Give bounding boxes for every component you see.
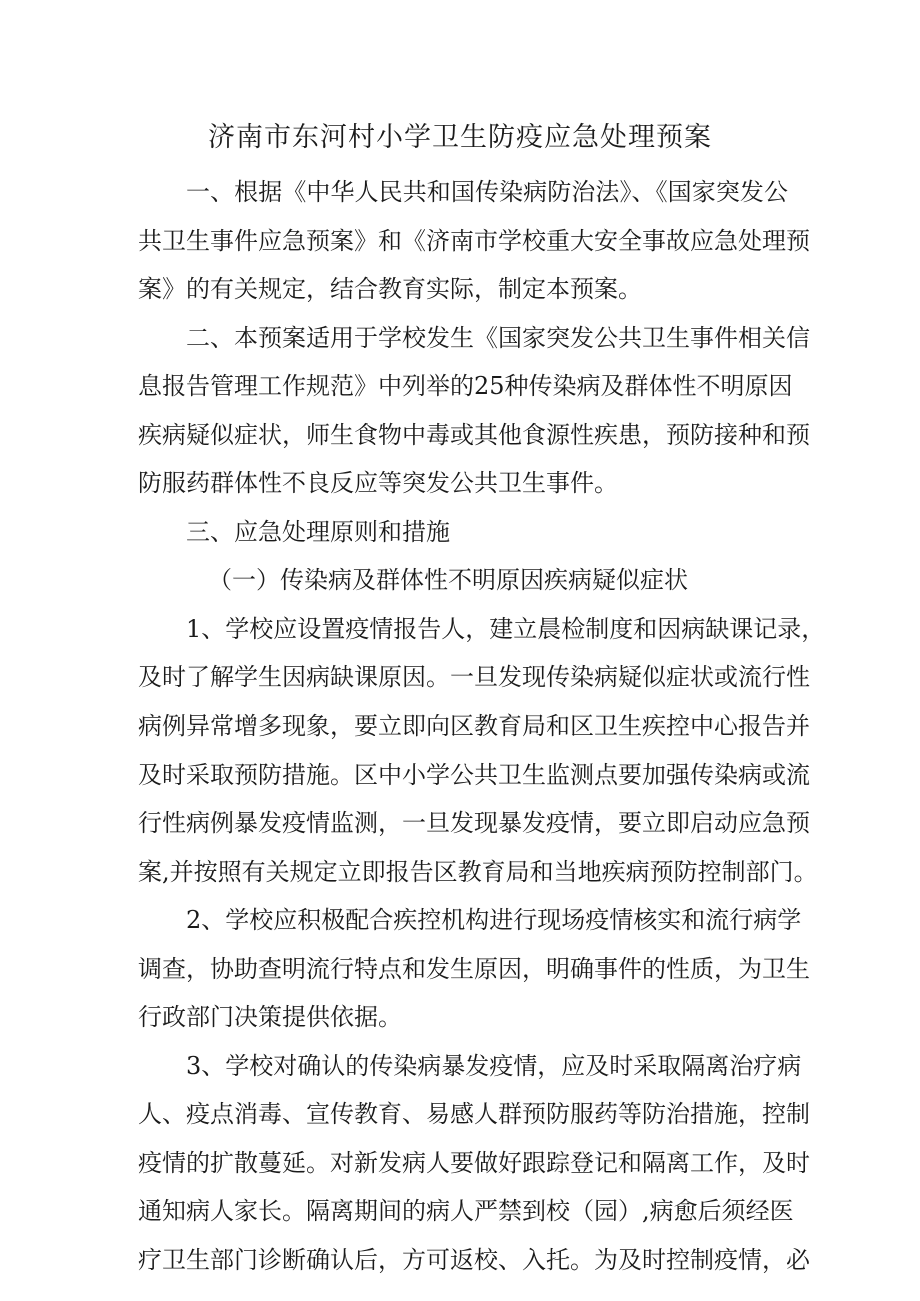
- item-1-line-1: 1、学校应设置疫情报告人，建立晨检制度和因病缺课记录，: [186, 615, 826, 643]
- item-2-line-1: 2、学校应积极配合疾控机构进行现场疫情核实和流行病学: [186, 906, 802, 934]
- item-3-line-2: 人、疫点消毒、宣传教育、易感人群预防服药等防治措施，控制: [138, 1100, 810, 1128]
- item-1-line-6: 案,并按照有关规定立即报告区教育局和当地疾病预防控制部门。: [138, 858, 818, 886]
- item-3-line-3: 疫情的扩散蔓延。对新发病人要做好跟踪登记和隔离工作，及时: [138, 1149, 810, 1177]
- item-1-line-5: 行性病例暴发疫情监测，一旦发现暴发疫情，要立即启动应急预: [138, 809, 810, 837]
- item-1-line-4: 及时采取预防措施。区中小学公共卫生监测点要加强传染病或流: [138, 761, 810, 789]
- paragraph-2-line-2: 息报告管理工作规范》中列举的25种传染病及群体性不明原因: [138, 372, 793, 400]
- item-3-line-4: 通知病人家长。隔离期间的病人严禁到校（园）,病愈后须经医: [138, 1197, 794, 1225]
- document-title: 济南市东河村小学卫生防疫应急处理预案: [208, 122, 712, 153]
- paragraph-1-line-2: 共卫生事件应急预案》和《济南市学校重大安全事故应急处理预: [138, 227, 810, 255]
- paragraph-2-line-3: 疾病疑似症状，师生食物中毒或其他食源性疾患，预防接种和预: [138, 421, 810, 449]
- item-1-line-2: 及时了解学生因病缺课原因。一旦发现传染病疑似症状或流行性: [138, 663, 810, 691]
- item-3-line-1: 3、学校对确认的传染病暴发疫情，应及时采取隔离治疗病: [186, 1052, 802, 1080]
- item-2-line-3: 行政部门决策提供依据。: [138, 1003, 402, 1031]
- section-heading-3: 三、应急处理原则和措施: [186, 518, 450, 546]
- paragraph-2-line-1: 二、本预案适用于学校发生《国家突发公共卫生事件相关信: [186, 324, 810, 352]
- item-2-line-2: 调查，协助查明流行特点和发生原因，明确事件的性质，为卫生: [138, 955, 810, 983]
- paragraph-1-line-3: 案》的有关规定，结合教育实际，制定本预案。: [138, 275, 642, 303]
- item-1-line-3: 病例异常增多现象，要立即向区教育局和区卫生疾控中心报告并: [138, 712, 810, 740]
- item-3-line-5: 疗卫生部门诊断确认后，方可返校、入托。为及时控制疫情，必: [138, 1246, 810, 1274]
- paragraph-1-line-1: 一、根据《中华人民共和国传染病防治法》、《国家突发公: [186, 178, 788, 206]
- paragraph-2-line-4: 防服药群体性不良反应等突发公共卫生事件。: [138, 469, 618, 497]
- subsection-heading-1: （一）传染病及群体性不明原因疾病疑似症状: [208, 566, 688, 594]
